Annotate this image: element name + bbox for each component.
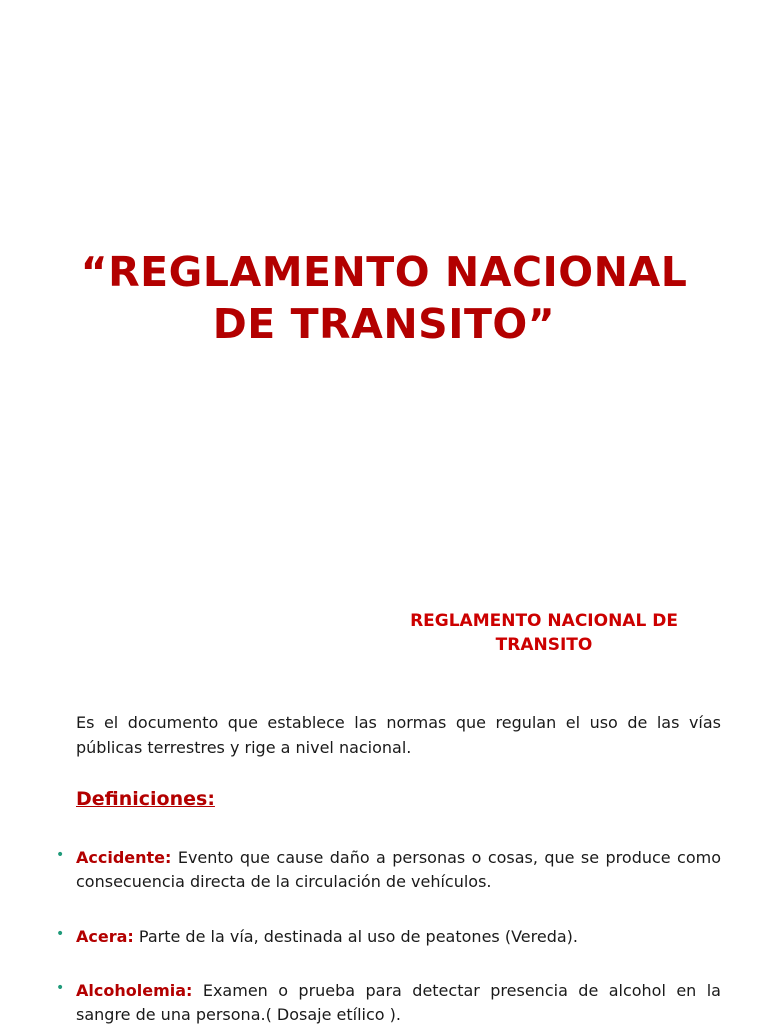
section-title-line-2: TRANSITO <box>495 635 593 655</box>
intro-paragraph: Es el documento que establece las normas que regulan el uso de las vías públicas terrestres y rige a nivel nacional. <box>76 713 721 757</box>
definition-description: Evento que cause daño a personas o cosas, que se produce como consecuencia directa de la circulación de vehículos. <box>76 848 721 891</box>
definitions-heading: Definiciones: <box>76 788 215 810</box>
document-title-line-2: DE TRANSITO” <box>212 300 556 348</box>
document-title <box>0 246 768 350</box>
definition-item <box>56 925 721 949</box>
bullet-icon: • <box>56 847 65 863</box>
bullet-icon: • <box>56 926 65 942</box>
definition-text <box>76 925 721 949</box>
definition-item <box>56 979 721 1027</box>
definition-text <box>76 979 721 1027</box>
section-title <box>376 609 712 657</box>
document-title-line-1: “REGLAMENTO NACIONAL <box>80 248 688 296</box>
definition-description: Examen o prueba para detectar presencia de alcohol en la sangre de una persona.( Dosaje etílico ). <box>76 981 721 1024</box>
definition-term: Alcoholemia: <box>76 981 193 1000</box>
section-title-line-1: REGLAMENTO NACIONAL DE <box>410 611 678 631</box>
definition-text <box>76 846 721 894</box>
definition-term: Acera: <box>76 927 134 946</box>
definition-term: Accidente: <box>76 848 172 867</box>
definition-description: Parte de la vía, destinada al uso de peatones (Vereda). <box>138 927 578 946</box>
bullet-icon: • <box>56 980 65 996</box>
definition-item <box>56 846 721 894</box>
